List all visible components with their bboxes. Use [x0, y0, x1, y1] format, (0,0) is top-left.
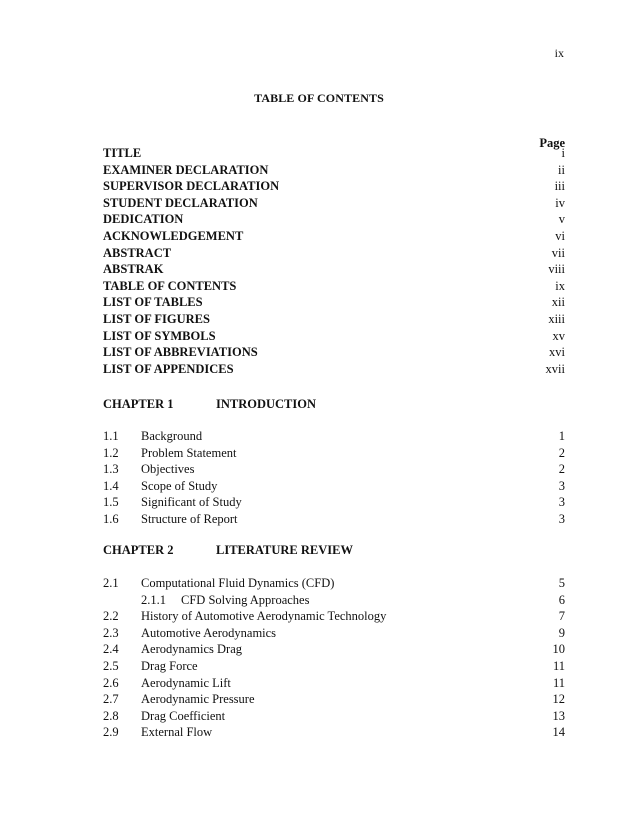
toc-entry: [103, 361, 565, 378]
section-page: 9: [558, 625, 565, 640]
section-page: 3: [558, 478, 565, 493]
toc-entry: [103, 344, 565, 361]
section-heading: [103, 575, 334, 592]
section-title: Aerodynamics Drag: [141, 642, 243, 657]
toc-entry-page: ii: [558, 162, 565, 177]
toc-section-row: [103, 461, 565, 478]
section-number: 1.3: [103, 462, 119, 477]
toc-entry-label: STUDENT DECLARATION: [103, 195, 258, 210]
section-page: 1: [558, 429, 565, 443]
toc-section-row: [103, 575, 565, 592]
section-heading: [103, 658, 198, 675]
toc-entry-page: vii: [551, 245, 565, 260]
section-page: 5: [558, 576, 565, 590]
toc-entry-page: xv: [552, 328, 565, 343]
toc-section-row: [103, 708, 565, 725]
page-number: ix: [554, 46, 564, 60]
toc-entry: [103, 261, 565, 278]
section-title: Aerodynamic Lift: [141, 675, 231, 690]
section-title: External Flow: [141, 725, 213, 740]
section-number: 2.5: [103, 658, 119, 673]
page-column-header: Page: [539, 136, 565, 150]
chapter-title: LITERATURE REVIEW: [216, 543, 353, 557]
toc-entry-label: ACKNOWLEDGEMENT: [103, 228, 244, 243]
section-title: Aerodynamic Pressure: [141, 692, 255, 707]
chapter-heading: [103, 543, 353, 558]
toc-entry: [103, 294, 565, 311]
toc-entry: [103, 211, 565, 228]
toc-section-row: [103, 675, 565, 692]
toc-entry-label: TITLE: [103, 146, 142, 160]
section-page: 10: [552, 642, 565, 657]
section-heading: [103, 724, 212, 741]
section-page: 12: [552, 692, 565, 707]
section-title: Problem Statement: [141, 445, 237, 460]
section-number: 2.3: [103, 625, 119, 640]
toc-subsection-row: [103, 592, 565, 609]
toc-entry: [103, 278, 565, 295]
front-matter-list: [103, 145, 565, 377]
section-number: 2.1: [103, 576, 119, 590]
section-title: Drag Force: [141, 658, 198, 673]
section-number: 2.1.1: [141, 592, 166, 607]
toc-entry: [103, 328, 565, 345]
section-number: 2.7: [103, 692, 119, 707]
section-heading: [103, 445, 236, 462]
section-page: 11: [552, 675, 565, 690]
section-number: 1.5: [103, 495, 119, 510]
toc-entry-label: LIST OF FIGURES: [103, 311, 210, 326]
section-heading: [103, 675, 231, 692]
toc-entry-label: DEDICATION: [103, 212, 184, 227]
section-number: 2.6: [103, 675, 119, 690]
toc-section-row: [103, 641, 565, 658]
section-page: 6: [558, 592, 565, 607]
section-heading: [103, 608, 386, 625]
section-number: 2.2: [103, 609, 119, 624]
section-title: Structure of Report: [141, 511, 238, 526]
section-heading: [103, 708, 225, 725]
section-title: History of Automotive Aerodynamic Technology: [141, 609, 387, 624]
toc-entry-label: ABSTRACT: [103, 245, 172, 260]
section-heading: [103, 511, 238, 528]
section-title: Significant of Study: [141, 495, 242, 510]
chapter-number: CHAPTER 1: [103, 397, 174, 411]
toc-entry-page: i: [561, 146, 565, 160]
toc-entry-label: SUPERVISOR DECLARATION: [103, 179, 280, 194]
section-heading: [103, 428, 202, 445]
toc-entry: [103, 145, 565, 162]
toc-entry-label: LIST OF ABBREVIATIONS: [103, 345, 258, 360]
toc-entry-label: LIST OF SYMBOLS: [103, 328, 216, 343]
chapter-heading: [103, 397, 316, 412]
section-heading: [103, 691, 255, 708]
toc-section-row: [103, 511, 565, 528]
section-page: 14: [552, 725, 565, 740]
toc-entry: [103, 245, 565, 262]
section-number: 1.1: [103, 429, 119, 443]
page-title: TABLE OF CONTENTS: [254, 91, 384, 105]
section-heading: [103, 625, 276, 642]
section-title: CFD Solving Approaches: [181, 592, 310, 607]
section-page: 13: [552, 708, 565, 723]
toc-entry-page: viii: [548, 262, 565, 277]
section-number: 2.9: [103, 725, 119, 740]
toc-entry: [103, 311, 565, 328]
section-number: 2.8: [103, 708, 119, 723]
section-heading: [103, 592, 309, 609]
toc-section-row: [103, 608, 565, 625]
section-page: 3: [558, 495, 565, 510]
chapter-title: INTRODUCTION: [216, 397, 317, 411]
toc-entry-page: ix: [555, 278, 565, 293]
section-title: Automotive Aerodynamics: [141, 625, 277, 640]
section-heading: [103, 641, 242, 658]
toc-entry: [103, 162, 565, 179]
toc-entry-label: ABSTRAK: [103, 262, 164, 277]
section-page: 2: [558, 445, 565, 460]
toc-section-row: [103, 445, 565, 462]
toc-section-row: [103, 478, 565, 495]
toc-entry-page: xiii: [548, 311, 565, 326]
chapter-1-section-list: [103, 428, 565, 528]
toc-entry-label: LIST OF TABLES: [103, 295, 203, 310]
section-title: Background: [141, 429, 203, 443]
toc-entry: [103, 178, 565, 195]
section-page: 11: [552, 658, 565, 673]
toc-entry-page: vi: [555, 228, 565, 243]
chapter-number: CHAPTER 2: [103, 543, 174, 557]
section-heading: [103, 461, 194, 478]
toc-entry-page: v: [558, 212, 565, 227]
section-number: 2.4: [103, 642, 119, 657]
section-number: 1.2: [103, 445, 119, 460]
chapter-2-section-list: [103, 575, 565, 741]
toc-section-row: [103, 428, 565, 445]
toc-entry-page: xvi: [549, 345, 565, 360]
toc-entry: [103, 195, 565, 212]
section-title: Scope of Study: [141, 478, 218, 493]
section-heading: [103, 494, 242, 511]
toc-entry-page: xvii: [545, 361, 565, 376]
section-page: 3: [558, 511, 565, 526]
section-number: 1.4: [103, 478, 119, 493]
toc-entry-label: LIST OF APPENDICES: [103, 361, 234, 376]
toc-section-row: [103, 724, 565, 741]
toc-section-row: [103, 691, 565, 708]
section-number: 1.6: [103, 511, 119, 526]
toc-entry-page: xii: [551, 295, 565, 310]
toc-section-row: [103, 625, 565, 642]
toc-section-row: [103, 494, 565, 511]
toc-entry-page: iv: [555, 195, 565, 210]
section-page: 2: [558, 462, 565, 477]
section-title: Objectives: [141, 462, 195, 477]
toc-entry-page: iii: [554, 179, 565, 194]
section-heading: [103, 478, 217, 495]
toc-entry-label: TABLE OF CONTENTS: [103, 278, 237, 293]
toc-section-row: [103, 658, 565, 675]
toc-entry: [103, 228, 565, 245]
toc-entry-label: EXAMINER DECLARATION: [103, 162, 269, 177]
section-title: Computational Fluid Dynamics (CFD): [141, 576, 335, 590]
section-title: Drag Coefficient: [141, 708, 226, 723]
section-page: 7: [558, 609, 565, 624]
